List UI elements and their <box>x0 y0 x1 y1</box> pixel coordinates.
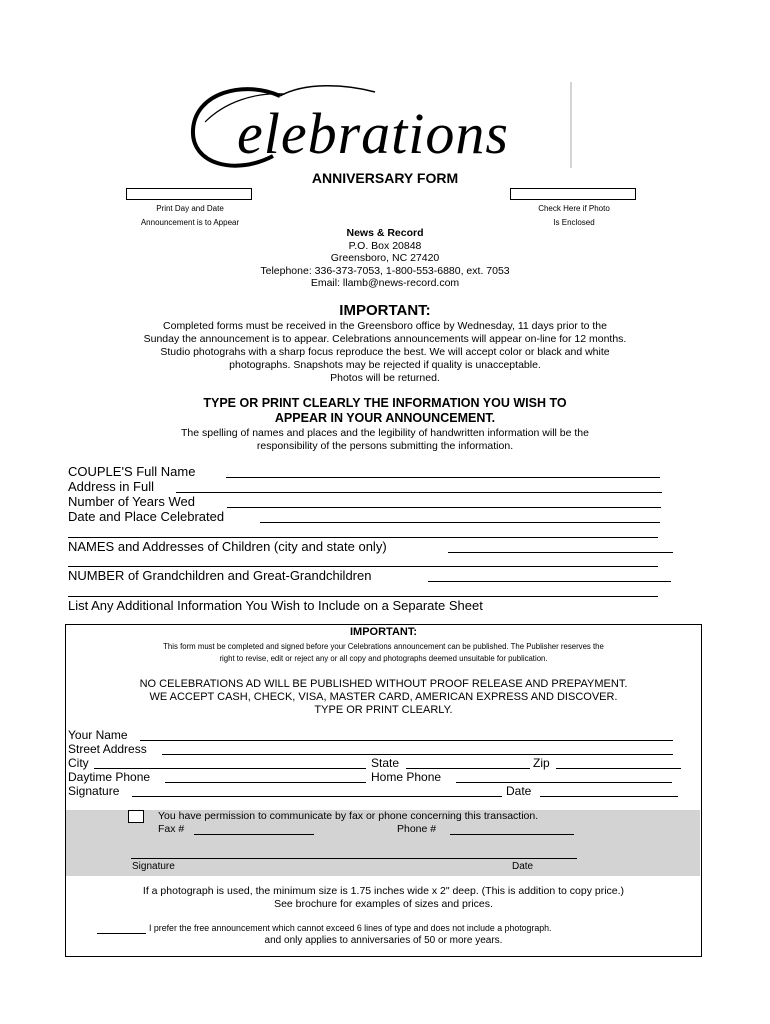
date-input-box[interactable] <box>126 188 252 200</box>
day-phone-label: Daytime Phone <box>68 770 151 784</box>
address-row <box>68 479 154 494</box>
state-label: State <box>371 756 400 770</box>
phone-field[interactable] <box>450 834 574 835</box>
date-place-row <box>68 509 224 524</box>
free-note-line1: I prefer the free announcement which cannot exceed 6 lines of type and does not include a photograph. <box>149 923 552 933</box>
day-phone-field[interactable] <box>165 782 366 783</box>
date-row <box>506 784 531 799</box>
children-label: NAMES and Addresses of Children (city and state only) <box>68 539 387 554</box>
contact-telephone: Telephone: 336-373-7053, 1-800-553-6880, ext. 7053 <box>260 264 510 277</box>
type-print-heading-line2: APPEAR IN YOUR ANNOUNCEMENT. <box>274 411 496 425</box>
signature-field[interactable] <box>132 796 502 797</box>
street-label: Street Address <box>68 742 147 756</box>
contact-block <box>0 227 770 290</box>
permission-text: You have permission to communicate by fax or phone concerning this transaction. <box>158 810 539 822</box>
date-place-label: Date and Place Celebrated <box>68 509 225 524</box>
contact-email: Email: llamb@news-record.com <box>310 277 460 290</box>
zip-row <box>533 756 550 771</box>
logo-wordmark: elebrations <box>237 101 509 166</box>
type-print-note-line1: The spelling of names and places and the legibility of handwritten information will be the <box>181 427 589 439</box>
date-label: Date <box>506 784 532 798</box>
type-print-note-line2: responsibility of the persons submitting the information. <box>256 440 514 452</box>
street-field[interactable] <box>162 754 673 755</box>
important-line: photographs. Snapshots may be rejected if quality is unacceptable. <box>229 359 541 371</box>
contact-po-box: P.O. Box 20848 <box>348 239 422 252</box>
free-announcement-field[interactable] <box>97 933 146 934</box>
release-notice-line3: TYPE OR PRINT CLEARLY. <box>314 704 453 716</box>
form-title: ANNIVERSARY FORM <box>311 170 459 186</box>
release-notice-line1: NO CELEBRATIONS AD WILL BE PUBLISHED WITHOUT PROOF RELEASE AND PREPAYMENT. <box>139 678 628 690</box>
city-label: City <box>68 756 89 770</box>
permission-checkbox[interactable] <box>128 810 144 823</box>
photo-note-line1: If a photograph is used, the minimum size is 1.75 inches wide x 2" deep. (This is addition to copy price.) <box>142 885 625 897</box>
couple-name-row <box>68 464 195 479</box>
grandchildren-row <box>68 568 371 583</box>
address-field[interactable] <box>176 492 662 493</box>
years-label: Number of Years Wed <box>68 494 195 509</box>
street-row <box>68 742 147 757</box>
free-note-line2: and only applies to anniversaries of 50 or more years. <box>264 935 503 946</box>
contact-city: Greensboro, NC 27420 <box>330 252 440 265</box>
years-row <box>68 494 195 509</box>
day-phone-row <box>68 770 150 785</box>
permission-signature-label: Signature <box>132 861 175 872</box>
contact-org: News & Record <box>346 227 424 239</box>
important-line: Studio photograhs with a sharp focus reproduce the best. We will accept color or black and white <box>160 346 610 358</box>
release-fine-line1: This form must be completed and signed before your Celebrations announcement can be published. The Publisher reserves the <box>163 642 604 651</box>
couple-name-field[interactable] <box>226 477 660 478</box>
children-row <box>68 539 387 554</box>
type-print-heading <box>0 396 770 426</box>
your-name-row <box>68 728 128 743</box>
important-heading: IMPORTANT: <box>339 302 431 319</box>
blank-line[interactable] <box>68 596 658 597</box>
fax-field[interactable] <box>194 834 314 835</box>
home-phone-field[interactable] <box>456 782 672 783</box>
date-box-label-line1: Print Day and Date <box>156 204 224 213</box>
grandchildren-field[interactable] <box>428 581 671 582</box>
address-label: Address in Full <box>68 479 154 494</box>
release-notice <box>65 678 702 717</box>
state-row <box>371 756 399 771</box>
couple-name-label: COUPLE'S Full Name <box>68 464 196 479</box>
photo-check-box[interactable] <box>510 188 636 200</box>
release-heading: IMPORTANT: <box>349 626 417 638</box>
signature-row <box>68 784 119 799</box>
photo-note-line2: See brochure for examples of sizes and prices. <box>274 898 493 910</box>
city-field[interactable] <box>94 768 366 769</box>
photo-box-label-line1: Check Here if Photo <box>538 204 610 213</box>
photo-box-label-line2: Is Enclosed <box>553 218 595 227</box>
permission-date-label: Date <box>512 861 534 872</box>
home-phone-label: Home Phone <box>371 770 442 784</box>
zip-field[interactable] <box>556 768 681 769</box>
date-box-label <box>110 202 270 230</box>
type-print-note <box>0 427 770 453</box>
signature-label: Signature <box>68 784 120 798</box>
blank-line[interactable] <box>68 566 658 567</box>
date-place-field[interactable] <box>260 522 660 523</box>
children-field[interactable] <box>448 552 673 553</box>
additional-info-row <box>68 598 483 613</box>
important-line: Sunday the announcement is to appear. Celebrations announcements will appear on-line for 12 months. <box>143 333 627 345</box>
photo-note <box>65 885 702 911</box>
release-notice-line2: WE ACCEPT CASH, CHECK, VISA, MASTER CARD, AMERICAN EXPRESS AND DISCOVER. <box>149 691 618 703</box>
date-field[interactable] <box>540 796 678 797</box>
state-field[interactable] <box>406 768 530 769</box>
home-phone-row <box>371 770 441 785</box>
fax-label: Fax # <box>158 823 185 835</box>
additional-info-label: List Any Additional Information You Wish to Include on a Separate Sheet <box>68 598 483 613</box>
important-text <box>0 320 770 385</box>
zip-label: Zip <box>533 756 550 770</box>
type-print-heading-line1: TYPE OR PRINT CLEARLY THE INFORMATION YOU WISH TO <box>203 396 567 410</box>
permission-signature-line[interactable] <box>131 858 577 859</box>
blank-line[interactable] <box>68 537 658 538</box>
city-row <box>68 756 89 771</box>
important-line: Photos will be returned. <box>330 372 440 384</box>
phone-label: Phone # <box>397 823 437 835</box>
your-name-field[interactable] <box>140 740 673 741</box>
date-box-label-line2: Announcement is to Appear <box>140 218 240 227</box>
release-fine-line2: right to revise, edit or reject any or all copy and photographs deemed unsuitable for publication. <box>219 654 548 663</box>
important-line: Completed forms must be received in the Greensboro office by Wednesday, 11 days prior to the <box>163 320 607 332</box>
celebrations-logo <box>185 72 580 180</box>
grandchildren-label: NUMBER of Grandchildren and Great-Grandchildren <box>68 568 372 583</box>
your-name-label: Your Name <box>68 728 128 742</box>
release-fine-print <box>65 641 702 665</box>
years-field[interactable] <box>227 507 661 508</box>
photo-box-label <box>494 202 654 230</box>
